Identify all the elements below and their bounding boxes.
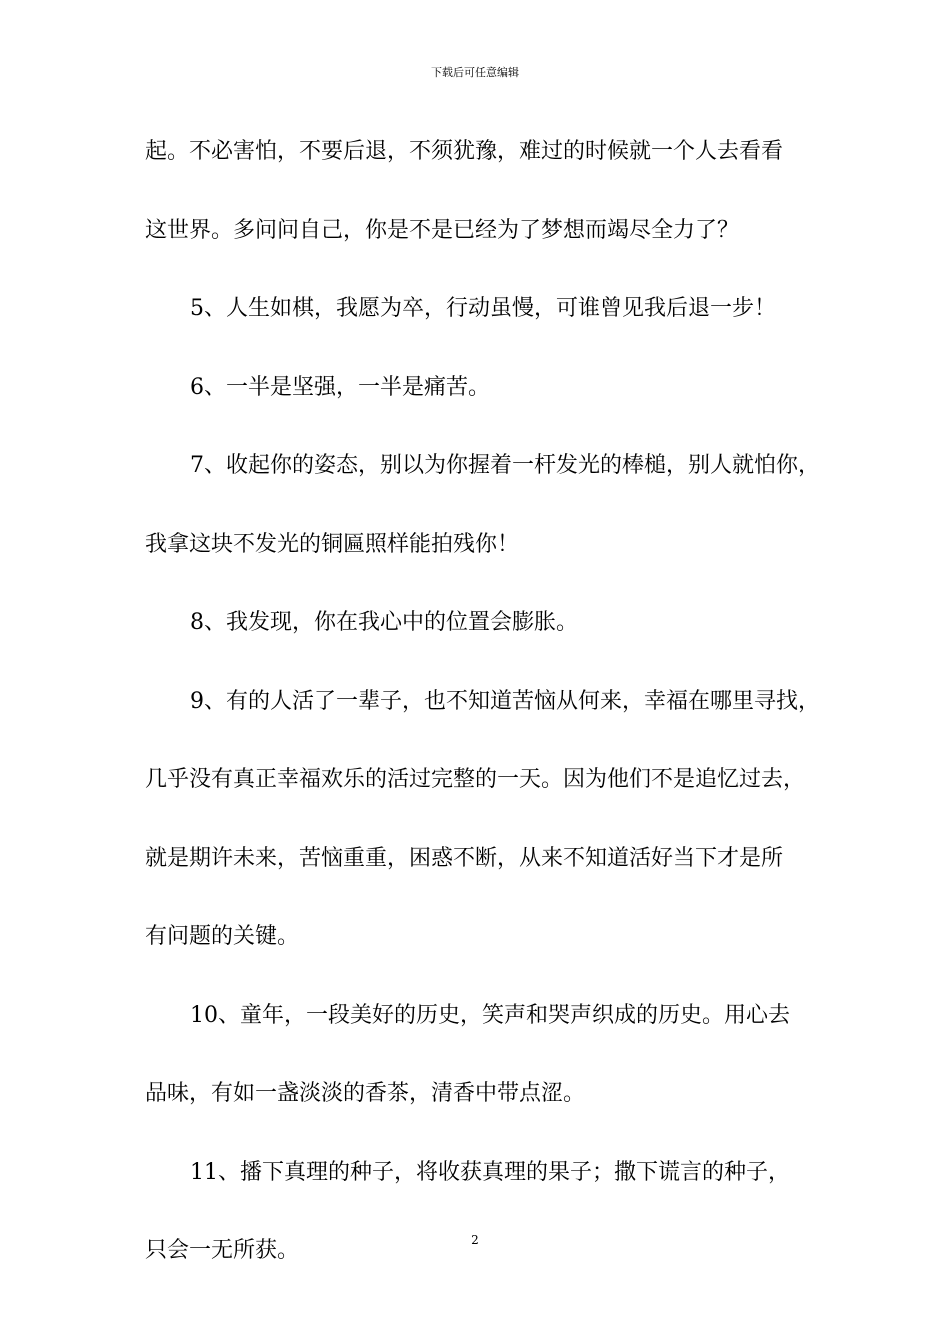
text-line: 10、童年，一段美好的历史，笑声和哭声织成的历史。用心去	[190, 1002, 790, 1028]
text-line: 9、有的人活了一辈子，也不知道苦恼从何来，幸福在哪里寻找，	[190, 688, 820, 714]
text-line: 几乎没有真正幸福欢乐的活过完整的一天。因为他们不是追忆过去，	[145, 767, 806, 792]
text-line: 6、一半是坚强，一半是痛苦。	[190, 374, 490, 400]
text-line: 我拿这块不发光的铜匾照样能拍残你！	[145, 531, 520, 557]
text-line: 起。不必害怕，不要后退，不须犹豫，难过的时候就一个人去看看	[145, 139, 784, 164]
text-line: 11、播下真理的种子，将收获真理的果子；撒下谎言的种子，	[190, 1159, 790, 1185]
page-header: 下载后可任意编辑	[431, 66, 519, 79]
text-line: 5、人生如棋，我愿为卒，行动虽慢，可谁曾见我后退一步！	[190, 296, 776, 321]
text-line: 就是期许未来，苦恼重重，困惑不断，从来不知道活好当下才是所	[145, 845, 784, 871]
text-line: 品味，有如一盏淡淡的香茶，清香中带点涩。	[145, 1081, 586, 1106]
text-line: 只会一无所获。	[145, 1238, 300, 1263]
text-line: 8、我发现，你在我心中的位置会膨胀。	[190, 610, 578, 635]
text-line: 7、收起你的姿态，别以为你握着一杆发光的棒槌，别人就怕你，	[190, 453, 820, 478]
document-body	[145, 130, 825, 1308]
text-line: 这世界。多问问自己，你是不是已经为了梦想而竭尽全力了？	[145, 217, 740, 243]
page-number: 2	[471, 1233, 479, 1247]
text-line: 有问题的关键。	[145, 924, 300, 949]
